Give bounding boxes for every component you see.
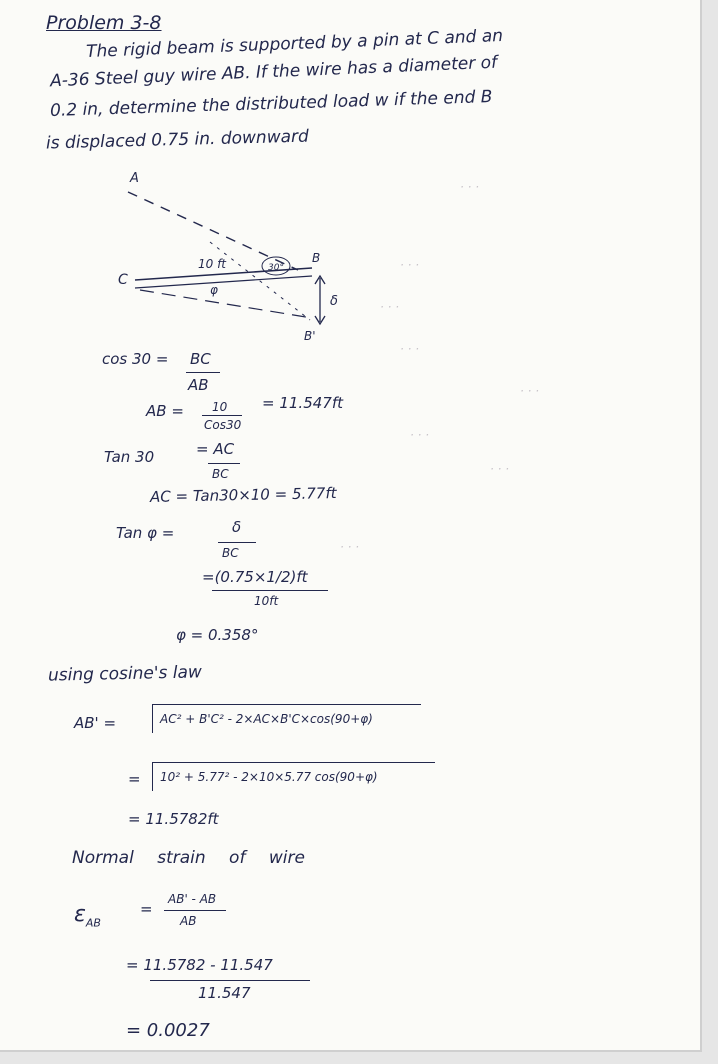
abp-substitution-eq: =: [128, 770, 141, 788]
tanphi-value-denominator: 10ft: [254, 594, 279, 608]
strain-subscript: AB: [85, 916, 101, 930]
label-delta: δ: [330, 294, 338, 309]
cos-denominator: AB: [188, 376, 209, 394]
statement-line-3: 0.2 in, determine the distributed load w if the end B: [49, 87, 493, 121]
ab-numerator: 10: [212, 400, 228, 414]
abp-substitution: 10² + 5.77² - 2×10×5.77 cos(90+φ): [160, 770, 378, 784]
tanphi-denominator: BC: [222, 546, 239, 560]
tan-numerator: = AC: [196, 440, 235, 458]
statement-line-1: The rigid beam is supported by a pin at C and an: [85, 26, 504, 62]
bleed-through-mark: · · ·: [400, 342, 420, 356]
tanphi-value-bar: [212, 590, 328, 591]
ab-denominator: Cos30: [204, 418, 242, 432]
bleed-through-mark: · · ·: [410, 428, 430, 442]
tanphi-value-numerator: =(0.75×1/2)ft: [202, 568, 308, 586]
label-b-prime: B': [304, 329, 316, 343]
bleed-through-mark: · · ·: [490, 462, 510, 476]
wire-ab-prime: [210, 242, 310, 320]
tan-denominator: BC: [212, 467, 229, 481]
ab-fraction-bar: [202, 415, 242, 416]
bleed-through-mark: · · ·: [520, 384, 540, 398]
ab-label: AB =: [146, 402, 184, 420]
abp-expression: AC² + B'C² - 2×AC×B'C×cos(90+φ): [160, 712, 373, 726]
strain-result: = 0.0027: [126, 1020, 210, 1041]
tanphi-fraction-bar: [218, 542, 256, 543]
tan-label: Tan 30: [104, 448, 155, 466]
ab-result: = 11.547ft: [262, 394, 343, 412]
cos-label: cos 30 =: [102, 350, 169, 368]
strain-substitution-numerator: = 11.5782 - 11.547: [126, 956, 273, 974]
strain-numerator: AB' - AB: [168, 892, 217, 906]
strain-denominator: AB: [180, 914, 197, 928]
tan-fraction-bar: [208, 463, 240, 464]
strain-heading: Normal strain of wire: [72, 848, 305, 868]
label-phi: φ: [210, 283, 218, 297]
bleed-through-mark: · · ·: [340, 540, 360, 554]
abp-result: = 11.5782ft: [128, 810, 219, 828]
cosine-law-heading: using cosine's law: [47, 662, 203, 686]
cos-numerator: BC: [190, 350, 211, 368]
label-angle: 30°: [268, 263, 284, 273]
beam-diagram: [100, 170, 380, 350]
cos-fraction-bar: [186, 372, 220, 373]
bleed-through-mark: · · ·: [400, 258, 420, 272]
bleed-through-mark: · · ·: [380, 300, 400, 314]
strain-symbol: [74, 902, 101, 929]
strain-fraction-bar: [164, 910, 226, 911]
statement-line-2: A-36 Steel guy wire AB. If the wire has a diameter of: [49, 52, 498, 92]
label-b: B: [312, 251, 321, 265]
statement-line-4: is displaced 0.75 in. downward: [45, 126, 310, 154]
displaced-beam: [140, 290, 312, 318]
ac-line: AC = Tan30×10 = 5.77ft: [149, 484, 337, 506]
label-c: C: [118, 272, 128, 288]
bleed-through-mark: · · ·: [460, 180, 480, 194]
tanphi-numerator: δ: [232, 518, 242, 536]
phi-result: φ = 0.358°: [176, 626, 259, 644]
strain-substitution-denominator: 11.547: [198, 984, 251, 1002]
label-length: 10 ft: [198, 257, 227, 271]
tanphi-label: Tan φ =: [116, 524, 175, 542]
problem-title: Problem 3-8: [46, 12, 162, 34]
label-a: A: [130, 171, 139, 186]
abp-label: AB' =: [74, 714, 117, 732]
strain-equals: =: [140, 900, 153, 918]
strain-substitution-bar: [150, 980, 310, 981]
strain-epsilon: ε: [74, 902, 86, 927]
